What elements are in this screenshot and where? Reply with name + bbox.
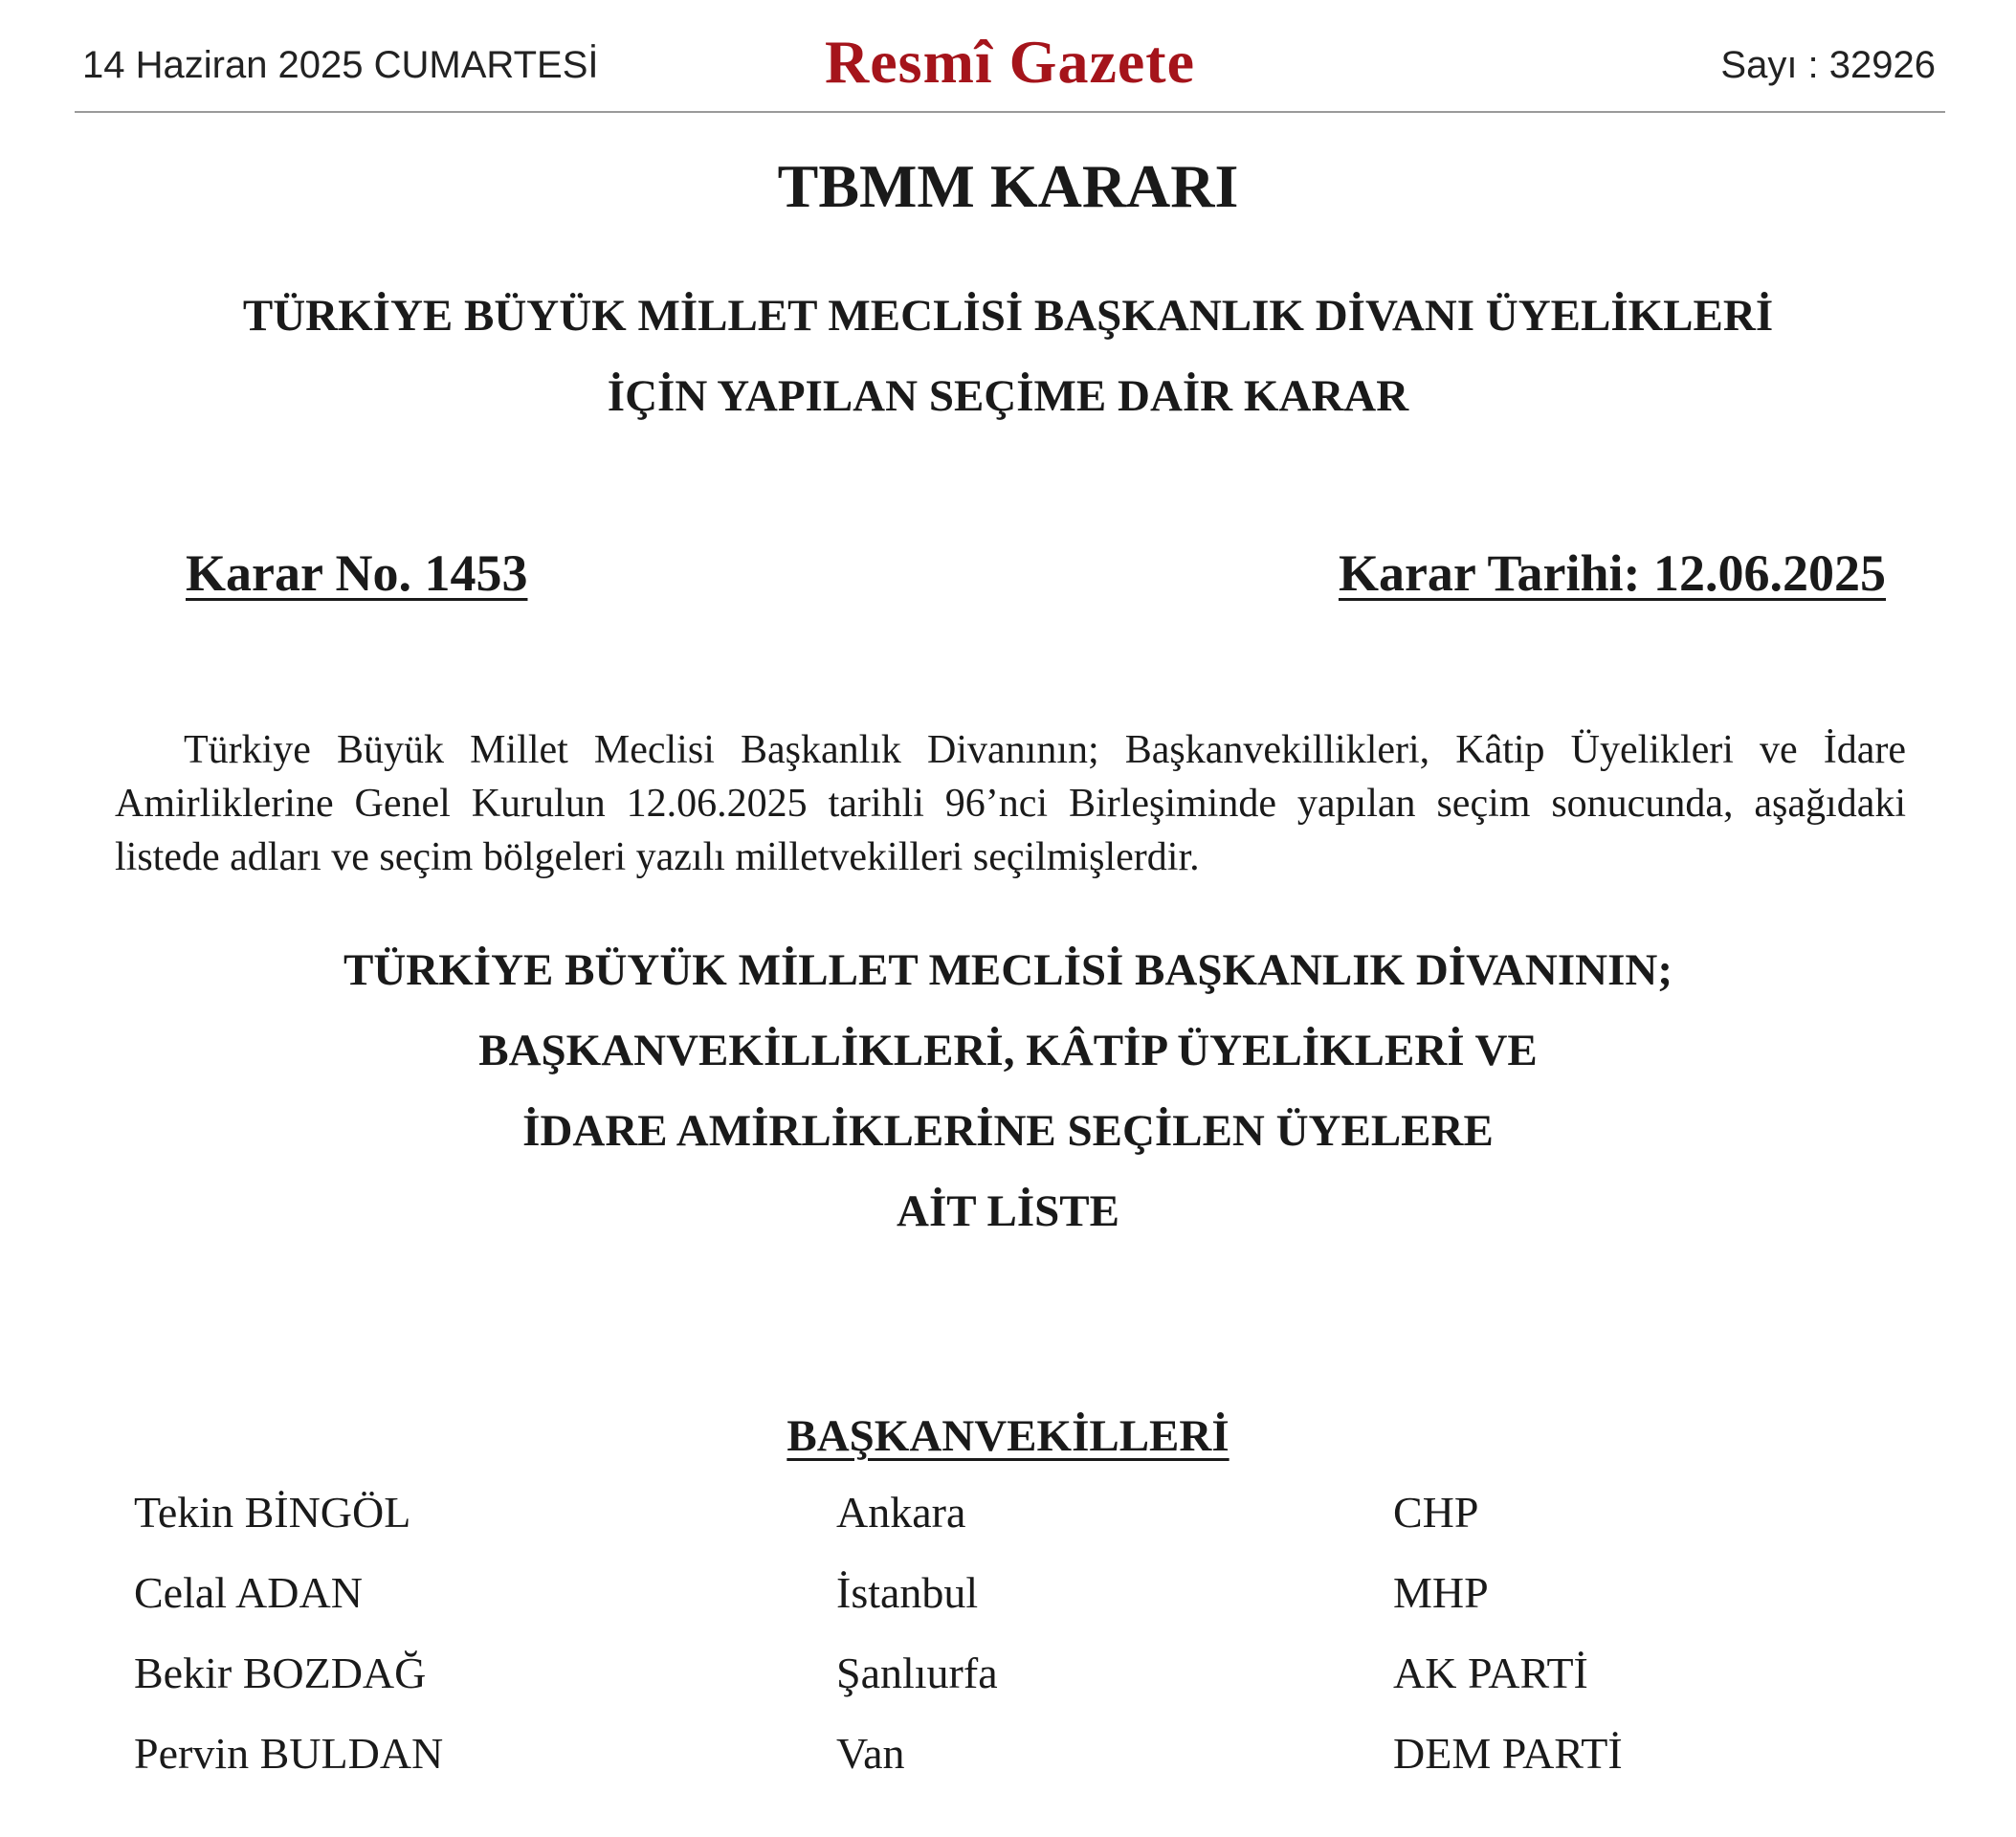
decision-title-line: TÜRKİYE BÜYÜK MİLLET MECLİSİ BAŞKANLIK DİVANI ÜYELİKLERİ bbox=[242, 291, 1774, 341]
decision-date: Karar Tarihi: 12.06.2025 bbox=[1338, 544, 1886, 602]
member-row bbox=[0, 1728, 2016, 1808]
list-title-line: BAŞKANVEKİLLİKLERİ, KÂTİP ÜYELİKLERİ VE bbox=[478, 1026, 1538, 1075]
list-title-line: İDARE AMİRLİKLERİNE SEÇİLEN ÜYELERE bbox=[522, 1106, 1494, 1156]
list-title-line: AİT LİSTE bbox=[897, 1186, 1119, 1236]
member-party: DEM PARTİ bbox=[1393, 1729, 1623, 1778]
list-title-line: TÜRKİYE BÜYÜK MİLLET MECLİSİ BAŞKANLIK DİVANININ; bbox=[343, 945, 1673, 995]
issue-number: Sayı : 32926 bbox=[1720, 44, 1936, 86]
body-paragraph: Türkiye Büyük Millet Meclisi Başkanlık Divanının; Başkanvekillikleri, Kâtip Üyelikleri ve İdare Amirliklerine Genel Kurulun 12.06.2025 tarihli 96’nci Birleşiminde yapılan seçim sonucunda, aşağıdaki listede adları ve seçim bölgeleri yazılı milletvekilleri seçilmişlerdir. bbox=[115, 728, 1906, 879]
member-party: MHP bbox=[1393, 1568, 1489, 1617]
member-name: Pervin BULDAN bbox=[134, 1729, 444, 1778]
member-row bbox=[0, 1487, 2016, 1567]
member-party: AK PARTİ bbox=[1393, 1649, 1588, 1697]
decision-title bbox=[0, 276, 2016, 436]
member-row bbox=[0, 1567, 2016, 1648]
gazette-header bbox=[75, 23, 1945, 113]
member-name: Celal ADAN bbox=[134, 1568, 363, 1617]
member-region: Van bbox=[836, 1729, 905, 1778]
member-row bbox=[0, 1648, 2016, 1728]
list-title bbox=[0, 930, 2016, 1251]
section-title: BAŞKANVEKİLLERİ bbox=[786, 1411, 1230, 1461]
member-region: Şanlıurfa bbox=[836, 1649, 998, 1697]
member-list bbox=[0, 1487, 2016, 1808]
member-region: İstanbul bbox=[836, 1568, 979, 1617]
gazette-masthead: Resmî Gazete bbox=[825, 28, 1195, 96]
decision-title-line: İÇİN YAPILAN SEÇİME DAİR KARAR bbox=[607, 371, 1409, 421]
member-party: CHP bbox=[1393, 1488, 1479, 1537]
member-name: Bekir BOZDAĞ bbox=[134, 1649, 427, 1697]
issue-date: 14 Haziran 2025 CUMARTESİ bbox=[82, 44, 599, 86]
member-name: Tekin BİNGÖL bbox=[134, 1488, 411, 1537]
document-type: TBMM KARARI bbox=[777, 152, 1239, 220]
decision-number: Karar No. 1453 bbox=[186, 544, 528, 602]
member-region: Ankara bbox=[836, 1488, 966, 1537]
